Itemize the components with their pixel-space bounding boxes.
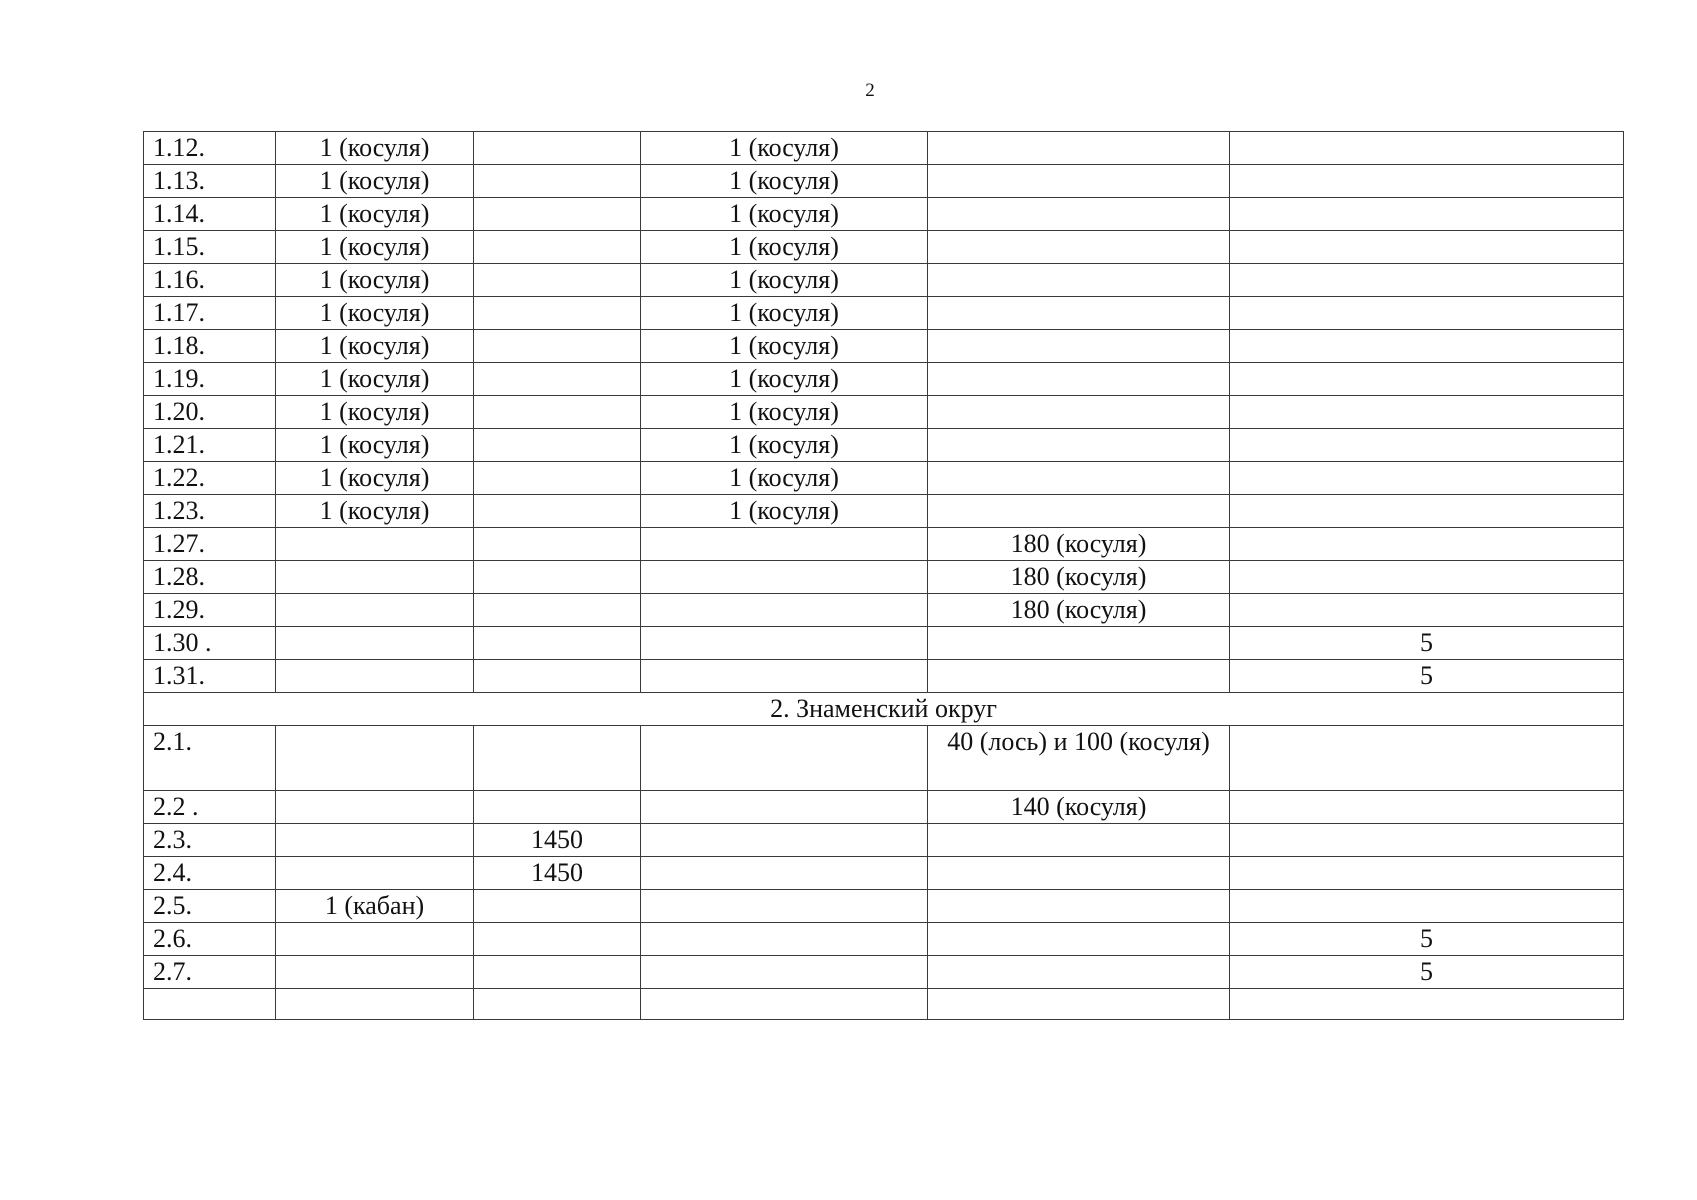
table-cell: [928, 363, 1230, 396]
table-cell: 1 (косуля): [641, 429, 928, 462]
table-cell: [474, 561, 641, 594]
table-cell: 5: [1230, 660, 1624, 693]
table-cell: [1230, 528, 1624, 561]
table-cell: [1230, 363, 1624, 396]
table-cell: [1230, 857, 1624, 890]
table-row: [144, 561, 1624, 594]
table-row: [144, 923, 1624, 956]
table-row: [144, 791, 1624, 824]
table-cell: [474, 264, 641, 297]
table-cell: 5: [1230, 956, 1624, 989]
table-cell: [928, 264, 1230, 297]
table-cell: 1 (косуля): [276, 297, 474, 330]
row-number-cell: 2.1.: [144, 726, 276, 791]
table-cell: [928, 956, 1230, 989]
row-number-cell: 1.31.: [144, 660, 276, 693]
row-number-cell: 2.7.: [144, 956, 276, 989]
row-number-cell: 1.30 .: [144, 627, 276, 660]
table-cell: 180 (косуля): [928, 561, 1230, 594]
row-number-cell: 1.18.: [144, 330, 276, 363]
table-row: [144, 857, 1624, 890]
table-cell: [641, 660, 928, 693]
table-cell: [928, 429, 1230, 462]
table-cell: [928, 627, 1230, 660]
table-cell: [276, 857, 474, 890]
row-number-cell: 1.13.: [144, 165, 276, 198]
table-row: [144, 429, 1624, 462]
table-cell: [276, 824, 474, 857]
table-cell: [641, 890, 928, 923]
table-cell: [928, 660, 1230, 693]
table-cell: [474, 462, 641, 495]
table-cell: [928, 198, 1230, 231]
section-header-group: [144, 693, 1624, 726]
row-number-cell: 1.23.: [144, 495, 276, 528]
table-cell: [474, 297, 641, 330]
table-cell: [928, 495, 1230, 528]
table-cell: 1 (косуля): [641, 495, 928, 528]
table-cell: 1 (косуля): [276, 462, 474, 495]
table-row: [144, 363, 1624, 396]
row-number-cell: 1.28.: [144, 561, 276, 594]
table-cell: [276, 791, 474, 824]
table-cell: [1230, 132, 1624, 165]
table-cell: [474, 956, 641, 989]
table-row: [144, 660, 1624, 693]
row-number-cell: 1.20.: [144, 396, 276, 429]
table-cell: 1 (косуля): [276, 132, 474, 165]
table-cell: 1 (косуля): [641, 330, 928, 363]
table-cell: [276, 956, 474, 989]
table-cell: 1 (косуля): [276, 396, 474, 429]
table-cell: [928, 165, 1230, 198]
table-cell: [474, 660, 641, 693]
table-cell: [276, 528, 474, 561]
table-cell: 1 (косуля): [641, 231, 928, 264]
table-cell: [474, 528, 641, 561]
page-number: 2: [865, 80, 875, 101]
table-cell: 40 (лось) и 100 (косуля): [928, 726, 1230, 791]
table-cell: [641, 627, 928, 660]
table-cell: [474, 165, 641, 198]
table-cell: [928, 297, 1230, 330]
table-cell: [276, 627, 474, 660]
table-cell: [1230, 890, 1624, 923]
table-row: [144, 165, 1624, 198]
table-cell: 1 (косуля): [276, 495, 474, 528]
table-cell: [1230, 791, 1624, 824]
table-cell: 1 (косуля): [276, 264, 474, 297]
table-cell: [641, 594, 928, 627]
table-row: [144, 726, 1624, 791]
table-cell: 1 (косуля): [276, 231, 474, 264]
table-cell: [474, 132, 641, 165]
table-cell: [1230, 594, 1624, 627]
table-cell: 1 (косуля): [641, 363, 928, 396]
table-cell: [474, 231, 641, 264]
table-cell: 1 (косуля): [276, 330, 474, 363]
table-cell: [1230, 824, 1624, 857]
table-row: [144, 824, 1624, 857]
table-row: [144, 989, 1624, 1020]
table-cell: 5: [1230, 627, 1624, 660]
table-cell: [1230, 330, 1624, 363]
table-row: [144, 495, 1624, 528]
table-cell: 1 (косуля): [641, 198, 928, 231]
table-cell: [928, 132, 1230, 165]
table-cell: [474, 627, 641, 660]
table-row: [144, 198, 1624, 231]
table-cell: 1 (косуля): [641, 132, 928, 165]
table-cell: [1230, 726, 1624, 791]
row-number-cell: 2.6.: [144, 923, 276, 956]
table-cell: 180 (косуля): [928, 594, 1230, 627]
table-cell: [641, 857, 928, 890]
table-cell: 1 (косуля): [641, 396, 928, 429]
table-cell: 140 (косуля): [928, 791, 1230, 824]
row-number-cell: 1.16.: [144, 264, 276, 297]
table-cell: [276, 726, 474, 791]
table-cell: 1 (косуля): [276, 363, 474, 396]
row-number-cell: 2.2 .: [144, 791, 276, 824]
table-cell: 1 (косуля): [641, 264, 928, 297]
table-body-district-1: [144, 132, 1624, 693]
row-number-cell: 1.12.: [144, 132, 276, 165]
row-number-cell: 1.17.: [144, 297, 276, 330]
table-cell: [474, 989, 641, 1020]
row-number-cell: 1.15.: [144, 231, 276, 264]
table-cell: [928, 330, 1230, 363]
table-cell: [474, 726, 641, 791]
row-number-cell: 1.22.: [144, 462, 276, 495]
table-cell: [474, 594, 641, 627]
table-cell: [641, 923, 928, 956]
table-cell: [474, 198, 641, 231]
table-cell: [928, 890, 1230, 923]
table-cell: 1 (косуля): [276, 429, 474, 462]
table-cell: [1230, 165, 1624, 198]
table-body-district-2: [144, 726, 1624, 1020]
table-cell: [276, 989, 474, 1020]
table-row: [144, 231, 1624, 264]
table-cell: [474, 791, 641, 824]
table-cell: [276, 660, 474, 693]
table-row: [144, 396, 1624, 429]
row-number-cell: 1.21.: [144, 429, 276, 462]
table-cell: [641, 528, 928, 561]
table-row: [144, 132, 1624, 165]
table-cell: 1 (косуля): [641, 462, 928, 495]
table-cell: [1230, 264, 1624, 297]
row-number-cell: [144, 989, 276, 1020]
table-cell: [474, 330, 641, 363]
table-cell: 1 (кабан): [276, 890, 474, 923]
section-header-row: [144, 693, 1624, 726]
table-cell: [641, 726, 928, 791]
table-cell: [928, 857, 1230, 890]
table-cell: 1 (косуля): [641, 297, 928, 330]
table-cell: [641, 956, 928, 989]
table-cell: [641, 561, 928, 594]
table-cell: [474, 396, 641, 429]
table-cell: 5: [1230, 923, 1624, 956]
table-row: [144, 956, 1624, 989]
row-number-cell: 2.3.: [144, 824, 276, 857]
row-number-cell: 2.4.: [144, 857, 276, 890]
table-cell: [928, 231, 1230, 264]
row-number-cell: 1.19.: [144, 363, 276, 396]
table-cell: [641, 989, 928, 1020]
table-row: [144, 264, 1624, 297]
table-cell: [474, 923, 641, 956]
table-cell: [928, 462, 1230, 495]
table-row: [144, 594, 1624, 627]
table-row: [144, 330, 1624, 363]
table-cell: [276, 561, 474, 594]
table-cell: [1230, 495, 1624, 528]
table-cell: [474, 890, 641, 923]
row-number-cell: 1.27.: [144, 528, 276, 561]
table-row: [144, 627, 1624, 660]
table-cell: [276, 923, 474, 956]
table-cell: 180 (косуля): [928, 528, 1230, 561]
table-cell: 1450: [474, 824, 641, 857]
table-row: [144, 462, 1624, 495]
table-cell: [928, 396, 1230, 429]
table-row: [144, 890, 1624, 923]
table-cell: [1230, 396, 1624, 429]
table-cell: [641, 791, 928, 824]
row-number-cell: 2.5.: [144, 890, 276, 923]
table-cell: [1230, 231, 1624, 264]
table-cell: [1230, 429, 1624, 462]
table-cell: [1230, 462, 1624, 495]
row-number-cell: 1.14.: [144, 198, 276, 231]
table-cell: 1 (косуля): [276, 198, 474, 231]
row-number-cell: 1.29.: [144, 594, 276, 627]
section-title: 2. Знаменский округ: [144, 693, 1624, 726]
table-cell: [1230, 989, 1624, 1020]
table-cell: [928, 923, 1230, 956]
table-cell: [474, 429, 641, 462]
table-cell: [474, 363, 641, 396]
table-cell: [1230, 297, 1624, 330]
table-cell: [1230, 198, 1624, 231]
table-row: [144, 528, 1624, 561]
table-cell: 1450: [474, 857, 641, 890]
table-cell: [928, 989, 1230, 1020]
table-cell: [474, 495, 641, 528]
table-row: [144, 297, 1624, 330]
table-cell: [1230, 561, 1624, 594]
table-cell: 1 (косуля): [276, 165, 474, 198]
table-cell: 1 (косуля): [641, 165, 928, 198]
table-cell: [928, 824, 1230, 857]
table-cell: [641, 824, 928, 857]
data-table: [143, 131, 1624, 1020]
table-cell: [276, 594, 474, 627]
